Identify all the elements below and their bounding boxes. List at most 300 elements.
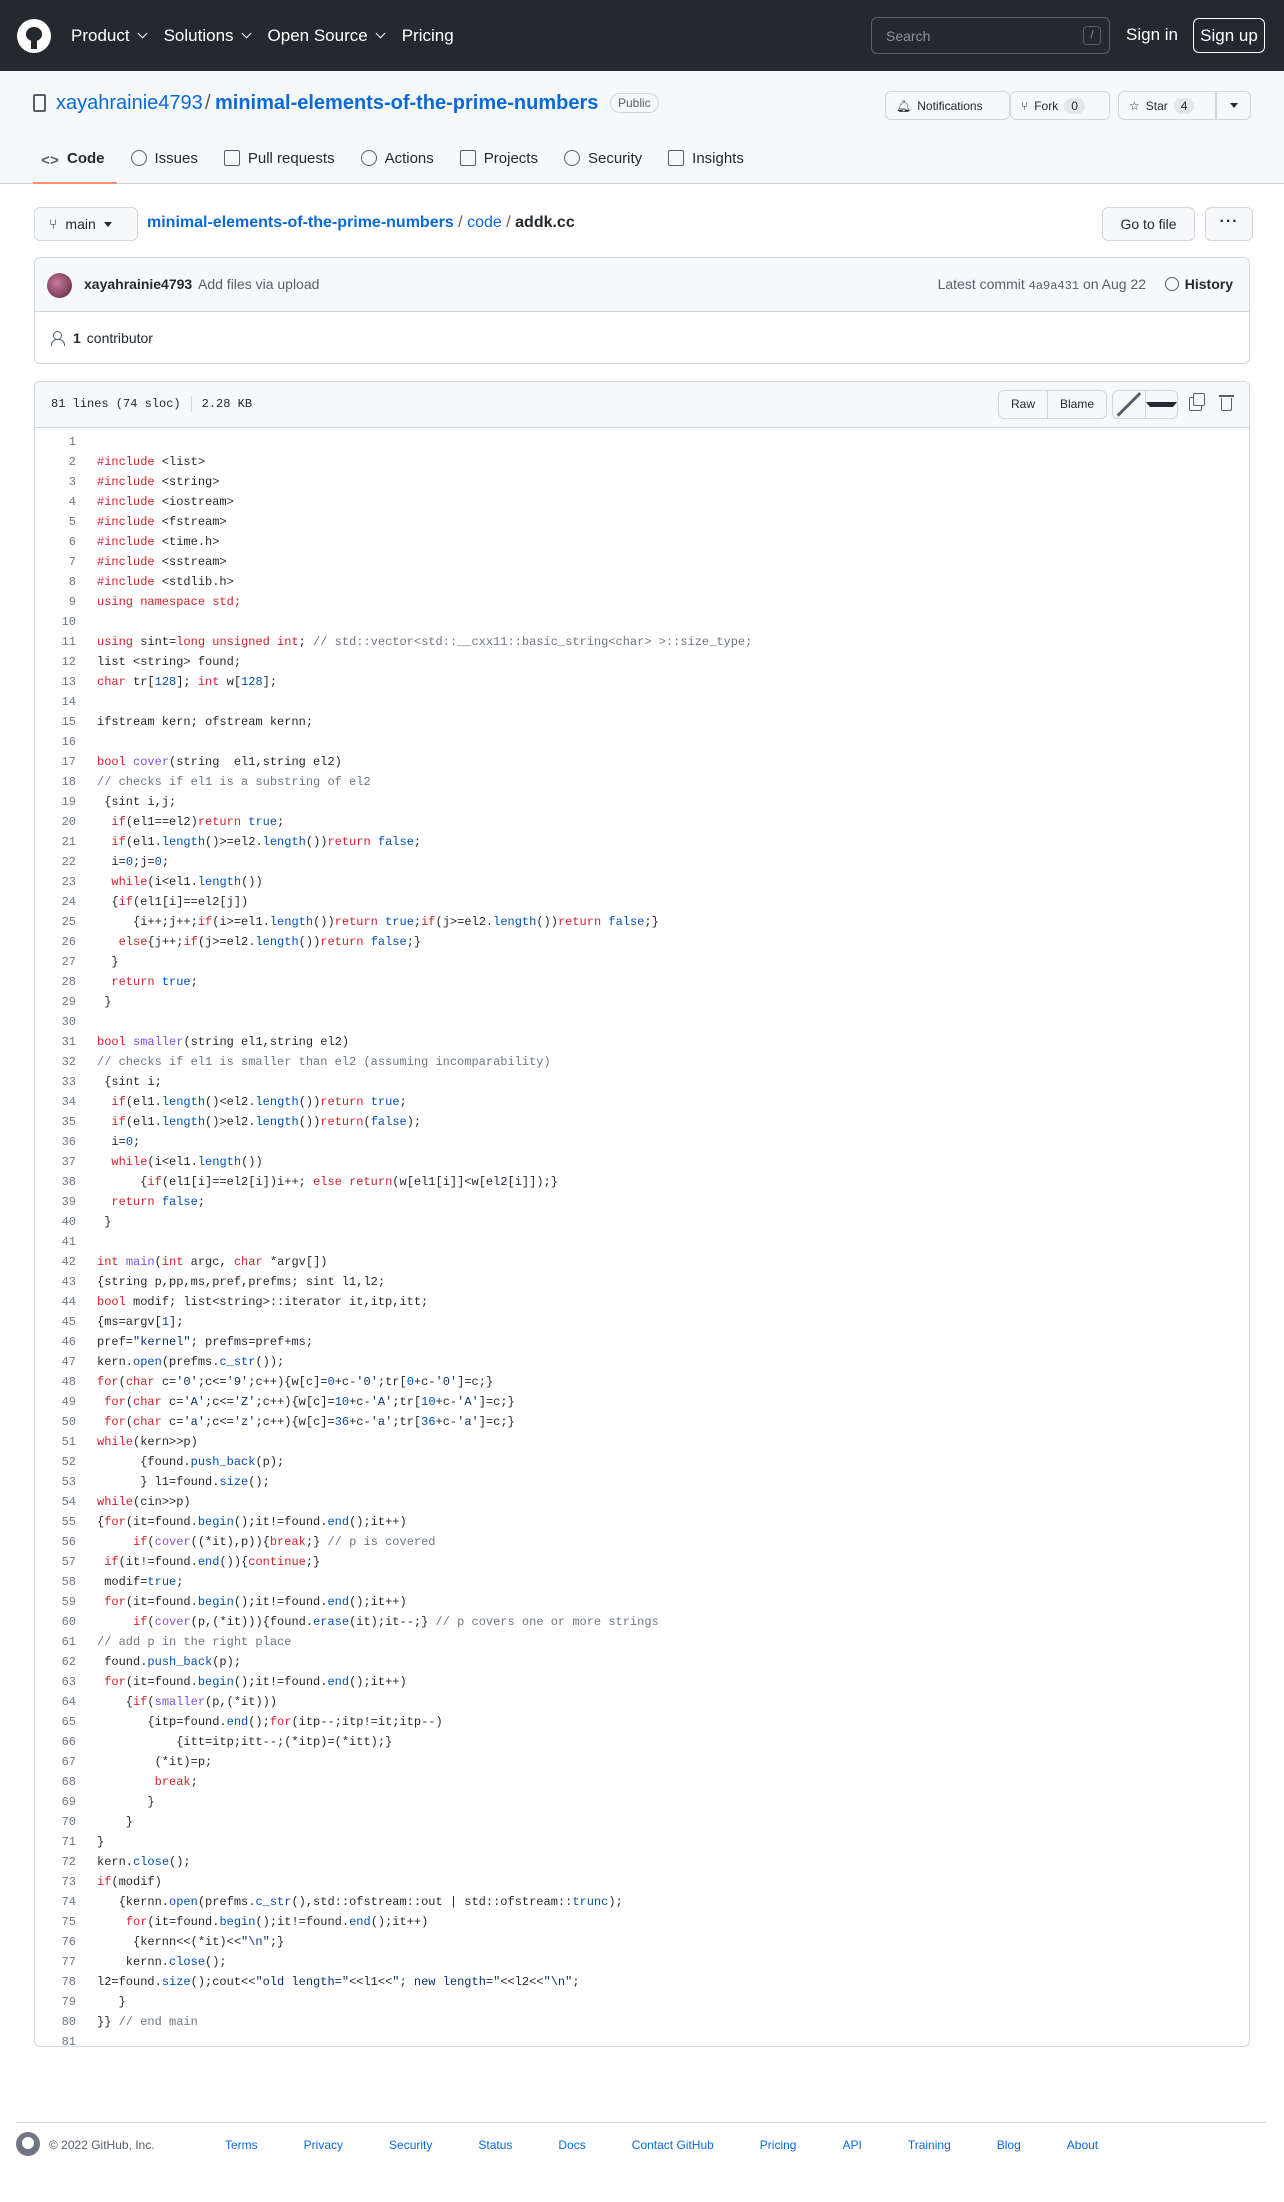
line-number[interactable]: 54 <box>61 1495 76 1509</box>
shield-icon <box>564 150 580 166</box>
code-token: #include <box>97 515 155 529</box>
code-content <box>76 1452 284 1472</box>
fork-count: 0 <box>1064 98 1085 114</box>
line-number[interactable]: 16 <box>61 735 76 749</box>
footer-link-security[interactable]: Security <box>389 2138 433 2152</box>
code-token: true <box>385 915 414 929</box>
line-number[interactable]: 34 <box>61 1095 76 1109</box>
code-content <box>76 852 169 872</box>
code-token: { <box>97 1695 134 1709</box>
line-number[interactable]: 2 <box>68 455 76 469</box>
code-token: ;tr[ <box>392 1395 422 1409</box>
line-number[interactable]: 37 <box>61 1155 76 1169</box>
footer-copyright: © 2022 GitHub, Inc. <box>49 2138 155 2152</box>
github-logo-icon[interactable] <box>16 2132 40 2156</box>
commit-author-link[interactable]: xayahrainie4793 <box>84 276 193 292</box>
code-token: ( <box>147 1695 155 1709</box>
go-to-file-button[interactable]: Go to file <box>1102 207 1195 241</box>
code-content <box>76 1772 198 1792</box>
edit-button-group <box>1112 390 1178 419</box>
line-number[interactable]: 4 <box>68 495 76 509</box>
code-line <box>35 1792 1249 1812</box>
code-content <box>76 692 97 712</box>
history-link[interactable] <box>1165 276 1233 292</box>
footer-link-status[interactable]: Status <box>478 2138 513 2152</box>
code-line <box>35 1592 1249 1612</box>
code-token: 'a' <box>183 1415 206 1429</box>
line-number[interactable]: 5 <box>68 515 76 529</box>
code-token: return <box>197 815 242 829</box>
code-token: while <box>111 875 148 889</box>
code-token: w[ <box>219 675 242 689</box>
line-number[interactable]: 41 <box>61 1235 76 1249</box>
line-number[interactable]: 52 <box>61 1455 76 1469</box>
code-token: while <box>97 1435 134 1449</box>
footer-link-pricing[interactable]: Pricing <box>759 2138 797 2152</box>
commit-date: on Aug 22 <box>1082 276 1146 292</box>
code-content <box>76 1632 291 1652</box>
code-token: for <box>104 1415 126 1429</box>
line-number[interactable]: 44 <box>61 1295 76 1309</box>
line-number[interactable]: 42 <box>61 1255 76 1269</box>
code-token: ); <box>406 1115 422 1129</box>
line-number[interactable]: 29 <box>61 995 76 1009</box>
tab-actions-label: Actions <box>384 149 434 167</box>
code-token: "\n" <box>543 1975 573 1989</box>
line-number[interactable]: 67 <box>61 1755 76 1769</box>
line-number[interactable]: 49 <box>61 1395 76 1409</box>
code-content <box>76 532 219 552</box>
global-header <box>0 0 1284 71</box>
code-content <box>76 632 752 652</box>
footer-link-terms[interactable]: Terms <box>225 2138 258 2152</box>
code-token: ()) <box>298 1115 321 1129</box>
edit-dropdown-button[interactable] <box>1145 391 1178 418</box>
code-token: #include <box>97 575 155 589</box>
code-token: char <box>233 1255 263 1269</box>
code-token: <time.h> <box>154 535 220 549</box>
code-token: false <box>370 935 407 949</box>
footer-link-api[interactable]: API <box>842 2138 862 2152</box>
line-number[interactable]: 39 <box>61 1195 76 1209</box>
code-token: length <box>493 915 537 929</box>
code-content <box>76 1712 443 1732</box>
line-number[interactable]: 47 <box>61 1355 76 1369</box>
code-token: ();it!=found. <box>233 1675 328 1689</box>
line-number[interactable]: 21 <box>61 835 76 849</box>
code-token: ]=c;} <box>478 1395 515 1409</box>
code-token: ; <box>277 815 285 829</box>
line-number[interactable]: 62 <box>61 1655 76 1669</box>
line-number[interactable]: 10 <box>61 615 76 629</box>
breadcrumb-repo-link[interactable]: minimal-elements-of-the-prime-numbers <box>147 214 454 231</box>
code-token: cover <box>133 755 170 769</box>
line-number[interactable]: 32 <box>61 1055 76 1069</box>
line-number[interactable]: 55 <box>61 1515 76 1529</box>
code-token: ()) <box>313 915 335 929</box>
line-number[interactable]: 26 <box>61 935 76 949</box>
line-number[interactable]: 66 <box>61 1735 76 1749</box>
code-content <box>76 832 421 852</box>
code-line <box>35 652 1249 672</box>
code-token: { <box>97 1515 105 1529</box>
branch-selector[interactable] <box>34 207 138 241</box>
code-token: {itt=itp;itt--;(*itp)=(*itt);} <box>97 1735 393 1749</box>
code-token: length <box>255 935 299 949</box>
code-token: ; prefms=pref+ms; <box>190 1335 314 1349</box>
code-token: // std::vector<std::__cxx11::basic_string<char> >::size_type; <box>313 635 753 649</box>
blame-button[interactable]: Blame <box>1047 391 1106 418</box>
sign-in-link[interactable]: Sign in <box>1126 25 1178 44</box>
code-token: (it=found. <box>125 1675 198 1689</box>
code-token: length <box>255 1115 299 1129</box>
code-line <box>35 1772 1249 1792</box>
line-count: 81 lines (74 sloc) <box>51 397 181 411</box>
code-token: <<l2<< <box>500 1975 544 1989</box>
code-content <box>76 1572 183 1592</box>
line-number[interactable]: 15 <box>61 715 76 729</box>
code-token: ;} <box>305 1555 321 1569</box>
breadcrumb-separator: / <box>458 214 463 231</box>
avatar[interactable] <box>47 273 72 298</box>
footer-link-training[interactable]: Training <box>907 2138 951 2152</box>
tab-issues[interactable] <box>123 144 210 184</box>
line-number[interactable]: 58 <box>61 1575 76 1589</box>
line-number[interactable]: 20 <box>61 815 76 829</box>
code-token: ;} <box>305 1535 328 1549</box>
code-content <box>76 1852 191 1872</box>
code-token: 128 <box>241 675 263 689</box>
code-line <box>35 472 1249 492</box>
code-token: pref= <box>97 1335 134 1349</box>
line-number[interactable]: 51 <box>61 1435 76 1449</box>
code-token: ;c++){w[c]= <box>255 1415 335 1429</box>
code-line <box>35 612 1249 632</box>
code-token: 'a' <box>457 1415 479 1429</box>
line-number[interactable]: 36 <box>61 1135 76 1149</box>
tab-insights[interactable] <box>660 144 756 184</box>
repo-name-link[interactable]: minimal-elements-of-the-prime-numbers <box>215 92 599 114</box>
code-token: ;c<= <box>197 1375 227 1389</box>
line-number[interactable]: 25 <box>61 915 76 929</box>
code-token: { <box>97 1175 148 1189</box>
code-token: true <box>161 975 191 989</box>
code-token: "kernel" <box>133 1335 191 1349</box>
code-token: 'z' <box>233 1415 256 1429</box>
line-number[interactable]: 8 <box>68 575 76 589</box>
line-number[interactable]: 45 <box>61 1315 76 1329</box>
tab-security[interactable] <box>556 144 654 184</box>
code-line <box>35 1932 1249 1952</box>
code-line <box>35 1152 1249 1172</box>
code-token: '0' <box>176 1375 198 1389</box>
code-table <box>35 428 1249 2047</box>
line-number[interactable]: 76 <box>61 1935 76 1949</box>
nav-pricing[interactable] <box>402 26 454 46</box>
code-token: true <box>370 1095 400 1109</box>
code-content <box>76 1612 659 1632</box>
line-number[interactable]: 48 <box>61 1375 76 1389</box>
code-token: ();cout<< <box>190 1975 256 1989</box>
code-token: ();it!=found. <box>255 1915 350 1929</box>
line-number[interactable]: 13 <box>61 675 76 689</box>
line-number[interactable]: 19 <box>61 795 76 809</box>
tab-actions[interactable] <box>353 144 446 184</box>
copy-icon[interactable] <box>1189 397 1202 411</box>
code-token: ;c++){w[c]= <box>255 1395 335 1409</box>
code-content <box>76 1912 428 1932</box>
code-content <box>76 2032 97 2047</box>
breadcrumb-folder-link[interactable]: code <box>467 214 502 231</box>
code-token: +c- <box>349 1395 371 1409</box>
notifications-button[interactable] <box>885 91 1010 120</box>
star-button[interactable] <box>1118 91 1216 120</box>
code-token <box>97 1615 133 1629</box>
line-number[interactable]: 73 <box>61 1875 76 1889</box>
code-token: for <box>104 1395 126 1409</box>
code-token: return <box>327 835 371 849</box>
code-token: {j++; <box>147 935 184 949</box>
code-token: return <box>349 1175 393 1189</box>
code-token <box>97 835 111 849</box>
code-token: ; <box>197 1195 206 1209</box>
line-number[interactable]: 1 <box>68 435 76 449</box>
code-token: ()) <box>536 915 558 929</box>
code-token: 10 <box>334 1395 350 1409</box>
code-line <box>35 972 1249 992</box>
tab-insights-label: Insights <box>692 149 744 167</box>
code-token: kern. <box>97 1855 134 1869</box>
more-options-button[interactable]: ··· <box>1205 207 1253 241</box>
code-token: if <box>118 895 134 909</box>
code-line <box>35 932 1249 952</box>
line-number[interactable]: 23 <box>61 875 76 889</box>
nav-open-source-label: Open Source <box>267 25 368 45</box>
code-token: <iostream> <box>154 495 234 509</box>
star-dropdown-button[interactable] <box>1216 91 1251 120</box>
code-token: erase <box>313 1615 350 1629</box>
code-icon: <> <box>41 153 60 170</box>
code-token: (el1. <box>125 1115 162 1129</box>
code-content <box>76 932 421 952</box>
line-number[interactable]: 11 <box>61 635 76 649</box>
code-token: std; <box>212 595 242 609</box>
code-content <box>76 1472 270 1492</box>
footer-link-privacy[interactable]: Privacy <box>303 2138 344 2152</box>
history-icon <box>1165 277 1179 291</box>
line-number[interactable]: 60 <box>61 1615 76 1629</box>
code-line <box>35 1232 1249 1252</box>
code-token: // checks if el1 is smaller than el2 (assuming incomparability) <box>97 1055 551 1069</box>
line-number[interactable]: 24 <box>61 895 76 909</box>
line-number[interactable]: 56 <box>61 1535 76 1549</box>
code-line <box>35 1632 1249 1652</box>
code-token: i= <box>97 855 126 869</box>
star-icon: ☆ <box>1129 98 1140 113</box>
line-number[interactable]: 50 <box>61 1415 76 1429</box>
code-content <box>76 1532 436 1552</box>
line-number[interactable]: 65 <box>61 1715 76 1729</box>
line-number[interactable]: 27 <box>61 955 76 969</box>
search-shortcut-key: / <box>1083 26 1101 45</box>
code-token: {i++;j++; <box>97 915 198 929</box>
line-number[interactable]: 9 <box>68 595 76 609</box>
nav-product[interactable] <box>71 26 146 46</box>
line-number[interactable]: 71 <box>61 1835 76 1849</box>
footer-link-blog[interactable]: Blog <box>996 2138 1021 2152</box>
line-number[interactable]: 14 <box>61 695 76 709</box>
line-number[interactable]: 43 <box>61 1275 76 1289</box>
code-line <box>35 432 1249 452</box>
code-line <box>35 492 1249 512</box>
tab-code[interactable] <box>33 144 117 184</box>
line-number[interactable]: 7 <box>68 555 76 569</box>
code-content <box>76 1132 140 1152</box>
code-line <box>35 1672 1249 1692</box>
line-number[interactable]: 6 <box>68 535 76 549</box>
caret-down-icon <box>1146 402 1178 407</box>
footer-link-about[interactable]: About <box>1066 2138 1099 2152</box>
code-line <box>35 792 1249 812</box>
line-number[interactable]: 22 <box>61 855 76 869</box>
line-number[interactable]: 68 <box>61 1775 76 1789</box>
code-token: end <box>226 1715 249 1729</box>
nav-solutions[interactable] <box>164 26 250 46</box>
code-content <box>76 1072 162 1092</box>
line-number[interactable]: 61 <box>61 1635 76 1649</box>
code-token: {kernn<<(*it)<< <box>97 1935 242 1949</box>
code-content <box>76 812 284 832</box>
line-number[interactable]: 46 <box>61 1335 76 1349</box>
code-token <box>371 835 378 849</box>
line-number[interactable]: 69 <box>61 1795 76 1809</box>
line-number[interactable]: 28 <box>61 975 76 989</box>
line-number[interactable]: 31 <box>61 1035 76 1049</box>
code-line <box>35 832 1249 852</box>
line-number[interactable]: 74 <box>61 1895 76 1909</box>
line-number[interactable]: 17 <box>61 755 76 769</box>
code-token: ; <box>133 1135 141 1149</box>
tab-security-label: Security <box>587 149 643 167</box>
nav-product-label: Product <box>71 25 130 45</box>
code-token: ()){ <box>219 1555 249 1569</box>
code-token: false <box>161 1195 198 1209</box>
code-token <box>126 755 133 769</box>
line-number[interactable]: 12 <box>61 655 76 669</box>
tab-code-label: Code <box>67 149 105 167</box>
code-line <box>35 2012 1249 2032</box>
line-number[interactable]: 30 <box>61 1015 76 1029</box>
code-token: ();it!=found. <box>233 1515 328 1529</box>
line-number[interactable]: 70 <box>61 1815 76 1829</box>
code-token: ; <box>413 915 422 929</box>
commit-message-link[interactable]: Add files via upload <box>198 276 320 292</box>
code-token: c= <box>154 1375 177 1389</box>
line-number[interactable]: 40 <box>61 1215 76 1229</box>
issue-icon <box>131 150 147 166</box>
code-token: {kernn. <box>97 1895 170 1909</box>
code-token: #include <box>97 495 155 509</box>
code-token: for <box>125 1915 148 1929</box>
code-token: +c- <box>349 1415 371 1429</box>
code-line <box>35 1252 1249 1272</box>
commit-sha-link[interactable]: 4a9a431 <box>1028 279 1080 293</box>
line-number[interactable]: 77 <box>61 1955 76 1969</box>
code-token: ()); <box>255 1355 285 1369</box>
line-number[interactable]: 79 <box>61 1995 76 2009</box>
line-number[interactable]: 3 <box>68 475 76 489</box>
fork-button[interactable] <box>1010 91 1110 120</box>
code-line <box>35 452 1249 472</box>
line-number[interactable]: 75 <box>61 1915 76 1929</box>
code-token <box>97 1775 155 1789</box>
line-number[interactable]: 18 <box>61 775 76 789</box>
line-number[interactable]: 38 <box>61 1175 76 1189</box>
line-number[interactable]: 81 <box>61 2035 76 2047</box>
code-token: c_str <box>219 1355 256 1369</box>
code-token: } <box>97 1215 112 1229</box>
code-token: ]; <box>176 675 198 689</box>
footer-link-docs[interactable]: Docs <box>558 2138 586 2152</box>
search-input[interactable] <box>871 17 1110 54</box>
line-number[interactable]: 33 <box>61 1075 76 1089</box>
tab-projects[interactable] <box>452 144 550 184</box>
repo-owner-link[interactable]: xayahrainie4793 <box>56 92 203 114</box>
footer-link-contact[interactable]: Contact GitHub <box>631 2138 714 2152</box>
nav-open-source[interactable] <box>268 26 384 46</box>
code-token: {ms=argv[ <box>97 1315 162 1329</box>
line-number[interactable]: 63 <box>61 1675 76 1689</box>
line-number[interactable]: 53 <box>61 1475 76 1489</box>
code-content <box>76 972 198 992</box>
line-number[interactable]: 57 <box>61 1555 76 1569</box>
github-logo-icon[interactable] <box>17 19 51 53</box>
code-token: (modif) <box>111 1875 162 1889</box>
code-token: for <box>97 1375 119 1389</box>
line-number[interactable]: 64 <box>61 1695 76 1709</box>
raw-button[interactable]: Raw <box>1011 397 1036 411</box>
star-label: Star <box>1145 98 1168 113</box>
code-token: sint= <box>133 635 177 649</box>
code-line <box>35 1392 1249 1412</box>
line-number[interactable]: 78 <box>61 1975 76 1989</box>
code-token: end <box>327 1595 350 1609</box>
code-token: true <box>248 815 278 829</box>
code-content <box>76 1652 241 1672</box>
code-token: char <box>125 1375 155 1389</box>
line-number[interactable]: 59 <box>61 1595 76 1609</box>
code-token: int <box>161 1255 184 1269</box>
code-line <box>35 852 1249 872</box>
line-number[interactable]: 72 <box>61 1855 76 1869</box>
trash-icon[interactable] <box>1221 398 1232 411</box>
code-token: bool <box>97 755 126 769</box>
code-token: ()) <box>305 835 328 849</box>
line-number[interactable]: 80 <box>61 2015 76 2029</box>
sign-up-button[interactable]: Sign up <box>1193 18 1265 53</box>
edit-button[interactable] <box>1113 391 1145 418</box>
code-token: if <box>104 1555 119 1569</box>
tab-pull-requests[interactable] <box>216 144 347 184</box>
contributors-link[interactable] <box>51 330 153 346</box>
code-line <box>35 1332 1249 1352</box>
line-number[interactable]: 35 <box>61 1115 76 1129</box>
nav-solutions-label: Solutions <box>163 25 234 45</box>
code-token <box>97 1115 111 1129</box>
code-token <box>97 1915 126 1929</box>
code-line <box>35 1212 1249 1232</box>
code-line <box>35 732 1249 752</box>
